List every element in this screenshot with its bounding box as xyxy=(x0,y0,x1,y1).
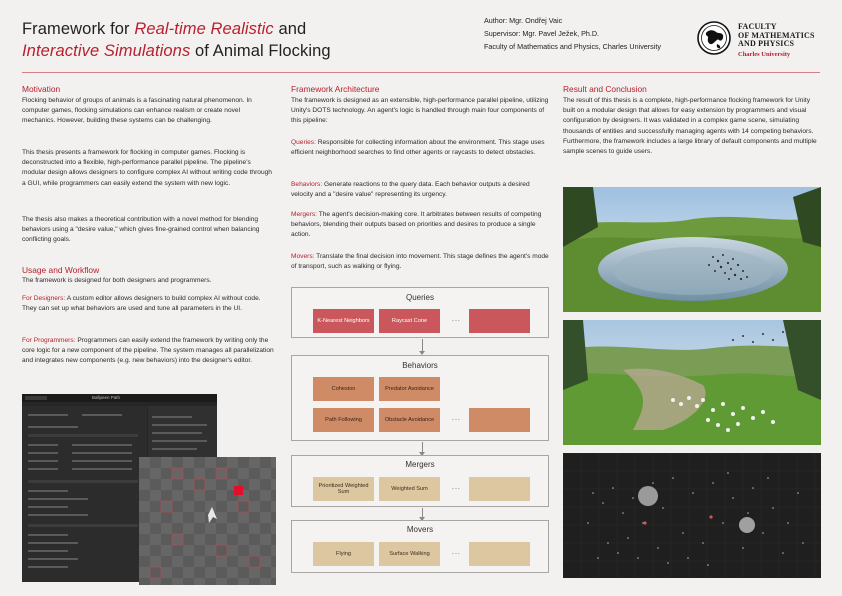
node-k-nearest-neighbors: K-Nearest Neighbors xyxy=(313,309,374,333)
mergers-stage-box xyxy=(291,455,549,507)
usage-paragraph-1: The framework is designed for both designers and programmers. xyxy=(22,277,212,284)
queries-description: Queries: Responsible for collecting information about the environment. This stage uses efficient neighborhood searches to find other agents or raycasts to detect obstacles. xyxy=(291,139,545,157)
behaviors-description: Behaviors: Generate reactions to the query data. Each behavior outputs a desired velocity and a "desire value" representing its urgency. xyxy=(291,181,530,199)
poster-title: Framework for Real-time Realistic and Interactive Simulations of Animal Flocking xyxy=(22,20,331,60)
motivation-heading: Motivation xyxy=(22,84,61,94)
queries-stage-box xyxy=(291,287,549,338)
queries-stage-title: Queries xyxy=(405,293,434,302)
faculty-logo xyxy=(697,21,827,65)
globe-seal-icon xyxy=(697,21,731,55)
arrow-mergers-to-movers xyxy=(422,508,423,520)
movers-stage-title: Movers xyxy=(406,525,434,534)
results-heading: Result and Conclusion xyxy=(563,84,647,94)
motivation-paragraph-3: The thesis also makes a theoretical contribution with a novel method for blending behaviors using a "desire value," which gives fine-grained control when balancing conflicting goals. xyxy=(22,216,260,244)
architecture-paragraph: The framework is designed as an extensible, high-performance parallel pipeline, utilizing Unity's DOTS technology. An agent's logic is handled through main four components of this pipeline: xyxy=(291,97,549,125)
node-flying: Flying xyxy=(313,542,374,566)
faculty-name: Faculty of Mathematics and Physics, Charles University xyxy=(484,42,661,51)
movers-more-ellipsis: ... xyxy=(452,549,461,556)
faculty-wordmark: FACULTY OF MATHEMATICS AND PHYSICS xyxy=(738,22,815,49)
arrow-queries-to-behaviors xyxy=(422,339,423,354)
node-surface-walking: Surface Walking xyxy=(379,542,440,566)
motivation-paragraph-2: This thesis presents a framework for flocking in computer games. Flocking is deconstructed into a flexible, high-performance parallel pipeline. The pipeline's modular design allows designers to configure complex AI without writing code through a GUI, while programmers can easily extend the system with new logic. xyxy=(22,149,272,187)
movers-description: Movers: Translate the final decision into movement. This stage defines the agent's mode of transport, such as walking or flying. xyxy=(291,253,549,271)
results-paragraph: The result of this thesis is a complete, high-performance flocking framework for Unity built on a modular design that allows for easy extension by programmers and visual configuration by designers. It was validated in a complex game scene, simulating thousands of entities and successfully managing agents with 14 competing behaviors. Furthermore, the framework includes a large library of default components and multiple sample scenes to guide users. xyxy=(563,97,817,156)
motivation-paragraph-1: Flocking behavior of groups of animals is a fascinating natural phenomenon. In computer games, flocking simulations can enhance realism or create novel mechanics. However, building these systems can be challenging. xyxy=(22,97,252,125)
node-prioritized-weighted-sum: Prioritized Weighted Sum xyxy=(313,477,374,501)
architecture-heading: Framework Architecture xyxy=(291,84,380,94)
node-path-following: Path Following xyxy=(313,408,374,432)
node-queries-placeholder xyxy=(469,309,530,333)
behaviors-stage-title: Behaviors xyxy=(402,361,438,370)
node-predator-avoidance: Predator Avoidance xyxy=(379,377,440,401)
node-behaviors-placeholder xyxy=(469,408,530,432)
author-block xyxy=(484,14,661,53)
valley-sheep-image xyxy=(563,320,821,445)
supervisor-name: Supervisor: Mgr. Pavel Ježek, Ph.D. xyxy=(484,29,600,38)
mergers-stage-title: Mergers xyxy=(405,460,435,469)
mergers-more-ellipsis: ... xyxy=(452,484,461,491)
lake-flock-image xyxy=(563,187,821,312)
node-cohesion: Cohesion xyxy=(313,377,374,401)
node-mergers-placeholder xyxy=(469,477,530,501)
particle-flock-image xyxy=(563,453,821,578)
arrow-behaviors-to-mergers xyxy=(422,442,423,455)
node-movers-placeholder xyxy=(469,542,530,566)
node-raycast-cone: Raycast Cone xyxy=(379,309,440,333)
mergers-description: Mergers: The agent's decision-making core. It arbitrates between results of competing behaviors, blending their outputs based on priorities and desires to produce a single action. xyxy=(291,211,542,239)
particle-scene-render xyxy=(563,453,821,578)
lake-scene-render xyxy=(563,187,821,312)
author-name: Author: Mgr. Ondřej Vaic xyxy=(484,16,563,25)
university-name: Charles University xyxy=(738,51,791,58)
queries-more-ellipsis: ... xyxy=(452,316,461,323)
header-divider xyxy=(22,72,820,73)
usage-programmers-paragraph: For Programmers: Programmers can easily extend the framework by writing only the core logic for a new component of the pipeline. The system manages all parallelization and integrates new components (e.g. new behaviors) into the designer's editor. xyxy=(22,337,274,365)
usage-designers-paragraph: For Designers: A custom editor allows designers to build complex AI without code. They can set up what behaviors are used and tune all parameters in the UI. xyxy=(22,295,261,313)
node-weighted-sum: Weighted Sum xyxy=(379,477,440,501)
checkerboard-scene-image xyxy=(139,457,276,585)
scene-view-screenshot xyxy=(139,457,276,585)
node-obstacle-avoidance: Obstacle Avoidance xyxy=(379,408,440,432)
valley-scene-render xyxy=(563,320,821,445)
editor-window-title: Ballpeen Path xyxy=(92,395,121,400)
behaviors-more-ellipsis: ... xyxy=(452,415,461,422)
behaviors-stage-box xyxy=(291,355,549,441)
movers-stage-box xyxy=(291,520,549,573)
usage-heading: Usage and Workflow xyxy=(22,265,100,275)
